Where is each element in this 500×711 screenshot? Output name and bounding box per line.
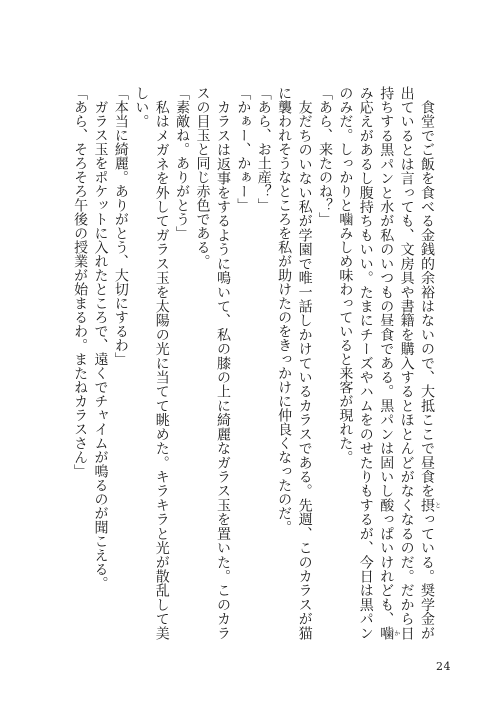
ruby-annotation: 摂と	[419, 498, 440, 513]
paragraph: 「あら、お土産？」	[255, 86, 272, 212]
paragraph: カラスは返事をするように鳴いて、私の膝の上に綺麗なガラス玉を置いた。このカラスの目玉と同じ赤色である。	[194, 86, 231, 640]
vertical-text-body	[52, 86, 440, 640]
paragraph: 「素敵ね。ありがとう」	[174, 86, 191, 240]
paragraph: 「あら、そろそろ午後の授業が始まるわ。またねカラスさん」	[72, 86, 89, 478]
paragraph: 「かぁー、かぁー」	[235, 86, 252, 212]
paragraph: ガラス玉をポケットに入れたところで、遠くでチャイムが鳴るのが聞こえる。	[92, 86, 109, 590]
paragraph: 「あら、来たのね？」	[316, 86, 333, 226]
paragraph: 「本当に綺麗。ありがとう、大切にするわ」	[112, 86, 129, 366]
page-number: 24	[436, 660, 451, 673]
ruby-annotation: 噛か	[378, 626, 400, 640]
paragraph: 私はメガネを外してガラス玉を太陽の光に当てて眺めた。キラキラと光が散乱して美しい。	[133, 86, 170, 640]
paragraph: 友だちのいない私が学園で唯一話しかけているカラスである。先週、このカラスが猫に襲われそうなところを私が助けたのをきっかけに仲良くなったのだ。	[276, 86, 313, 640]
paragraph: 食堂でご飯を食べる金銭的余裕はないので、大抵ここで昼食を摂とっている。奨学金が出ているとは言っても、文房具や書籍を購入するとほとんどがなくなるのだ。だから日持ちする黒パンと水が私のいつもの昼食である。黒パンは固いし酸っぱいけれども、噛かみ応えがあるし腹持ちもいい。たまにチーズやハムをのせたりもするが、今日は黒パンのみだ。しっかりと噛みしめ味わっていると来客が現れた。	[337, 86, 440, 640]
